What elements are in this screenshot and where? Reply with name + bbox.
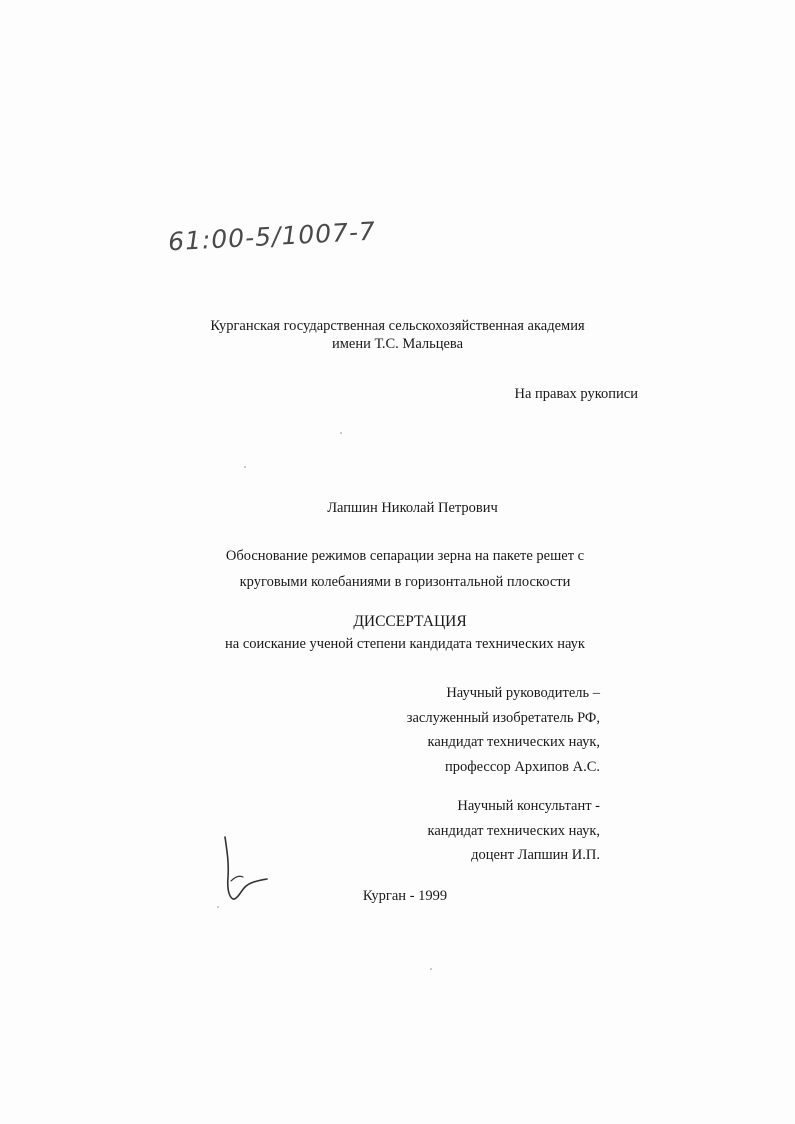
supervisor-role: Научный руководитель – (446, 685, 600, 701)
scan-speck (217, 906, 219, 908)
supervisor-title-2: кандидат технических наук, (427, 734, 600, 750)
archive-call-number: 61:00-5/1007-7 (167, 216, 377, 257)
institution-name: Курганская государственная сельскохозяйственная академия (210, 318, 585, 334)
supervisor-title-1: заслуженный изобретатель РФ, (406, 709, 600, 726)
consultant-name: доцент Лапшин И.П. (471, 847, 600, 863)
scan-speck (340, 432, 342, 434)
scan-speck (430, 968, 432, 970)
dissertation-title (0, 543, 795, 595)
institution-block (0, 317, 795, 353)
consultant-block (300, 794, 600, 868)
institution-honorific: имени Т.С. Мальцева (331, 336, 464, 352)
consultant-role: Научный консультант - (457, 798, 600, 814)
title-line-1: Обоснование режимов сепарации зерна на пакете решет с (225, 548, 585, 564)
title-line-2: круговыми колебаниями в горизонтальной плоскости (239, 574, 571, 590)
supervisor-name: профессор Архипов А.С. (444, 758, 600, 775)
author-name: Лапшин Николай Петрович (327, 500, 498, 516)
scan-speck (244, 466, 246, 468)
consultant-title: кандидат технических наук, (427, 822, 600, 839)
city-and-year: Курган - 1999 (362, 888, 448, 904)
document-type: ДИССЕРТАЦИЯ (353, 613, 467, 630)
supervisor-block (300, 681, 600, 779)
degree-statement: на соискание ученой степени кандидата технических наук (225, 636, 585, 652)
rights-note: На правах рукописи (514, 386, 638, 402)
